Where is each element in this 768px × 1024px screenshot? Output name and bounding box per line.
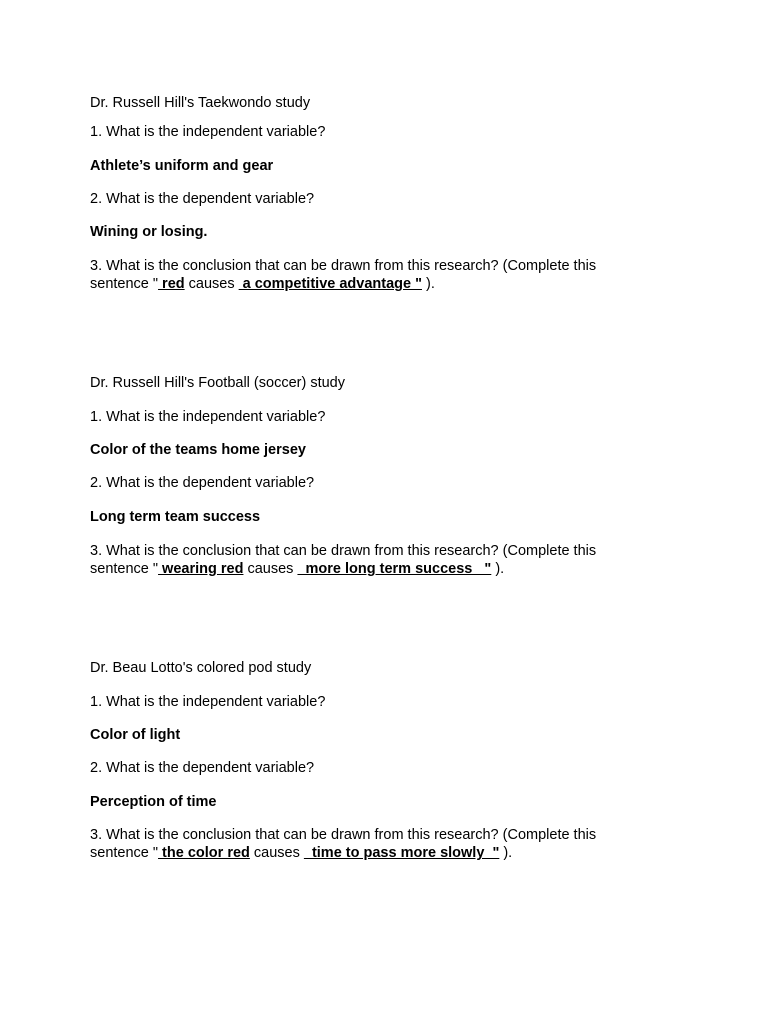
question-independent: 1. What is the independent variable? (90, 124, 326, 140)
conclusion-cause: the color red (158, 845, 250, 861)
section-title: Dr. Russell Hill's Football (soccer) study (90, 375, 345, 391)
conclusion-effect: a competitive advantage " (238, 276, 422, 292)
section-title: Dr. Beau Lotto's colored pod study (90, 660, 312, 676)
question-independent: 1. What is the independent variable? (90, 694, 326, 710)
question-dependent: 2. What is the dependent variable? (90, 475, 315, 491)
section-title: Dr. Russell Hill's Taekwondo study (90, 95, 311, 111)
conclusion-cause: wearing red (158, 561, 244, 577)
answer-dependent: Perception of time (90, 794, 217, 810)
conclusion-sentence (90, 844, 690, 862)
question-independent: 1. What is the independent variable? (90, 409, 326, 425)
conclusion-sentence (90, 275, 690, 293)
answer-dependent: Long term team success (90, 509, 261, 525)
causes-word: causes (243, 561, 298, 577)
conclusion-sentence (90, 560, 690, 578)
conclusion-cause: red (158, 276, 185, 292)
conclusion-effect: more long term success " (297, 561, 492, 577)
causes-word: causes (184, 276, 239, 292)
answer-independent: Athlete’s uniform and gear (90, 158, 274, 174)
sentence-prefix: sentence " (90, 845, 159, 861)
sentence-prefix: sentence " (90, 276, 159, 292)
sentence-closing: ). (421, 276, 435, 292)
causes-word: causes (249, 845, 304, 861)
sentence-prefix: sentence " (90, 561, 159, 577)
conclusion-effect: time to pass more slowly " (303, 845, 500, 861)
answer-dependent: Wining or losing. (90, 224, 208, 240)
question-conclusion: 3. What is the conclusion that can be drawn from this research? (Complete this (90, 258, 597, 274)
answer-independent: Color of the teams home jersey (90, 442, 306, 458)
sentence-closing: ). (491, 561, 505, 577)
question-dependent: 2. What is the dependent variable? (90, 760, 315, 776)
answer-independent: Color of light (90, 727, 181, 743)
question-conclusion: 3. What is the conclusion that can be drawn from this research? (Complete this (90, 827, 597, 843)
question-conclusion: 3. What is the conclusion that can be drawn from this research? (Complete this (90, 543, 597, 559)
question-dependent: 2. What is the dependent variable? (90, 191, 315, 207)
sentence-closing: ). (499, 845, 513, 861)
